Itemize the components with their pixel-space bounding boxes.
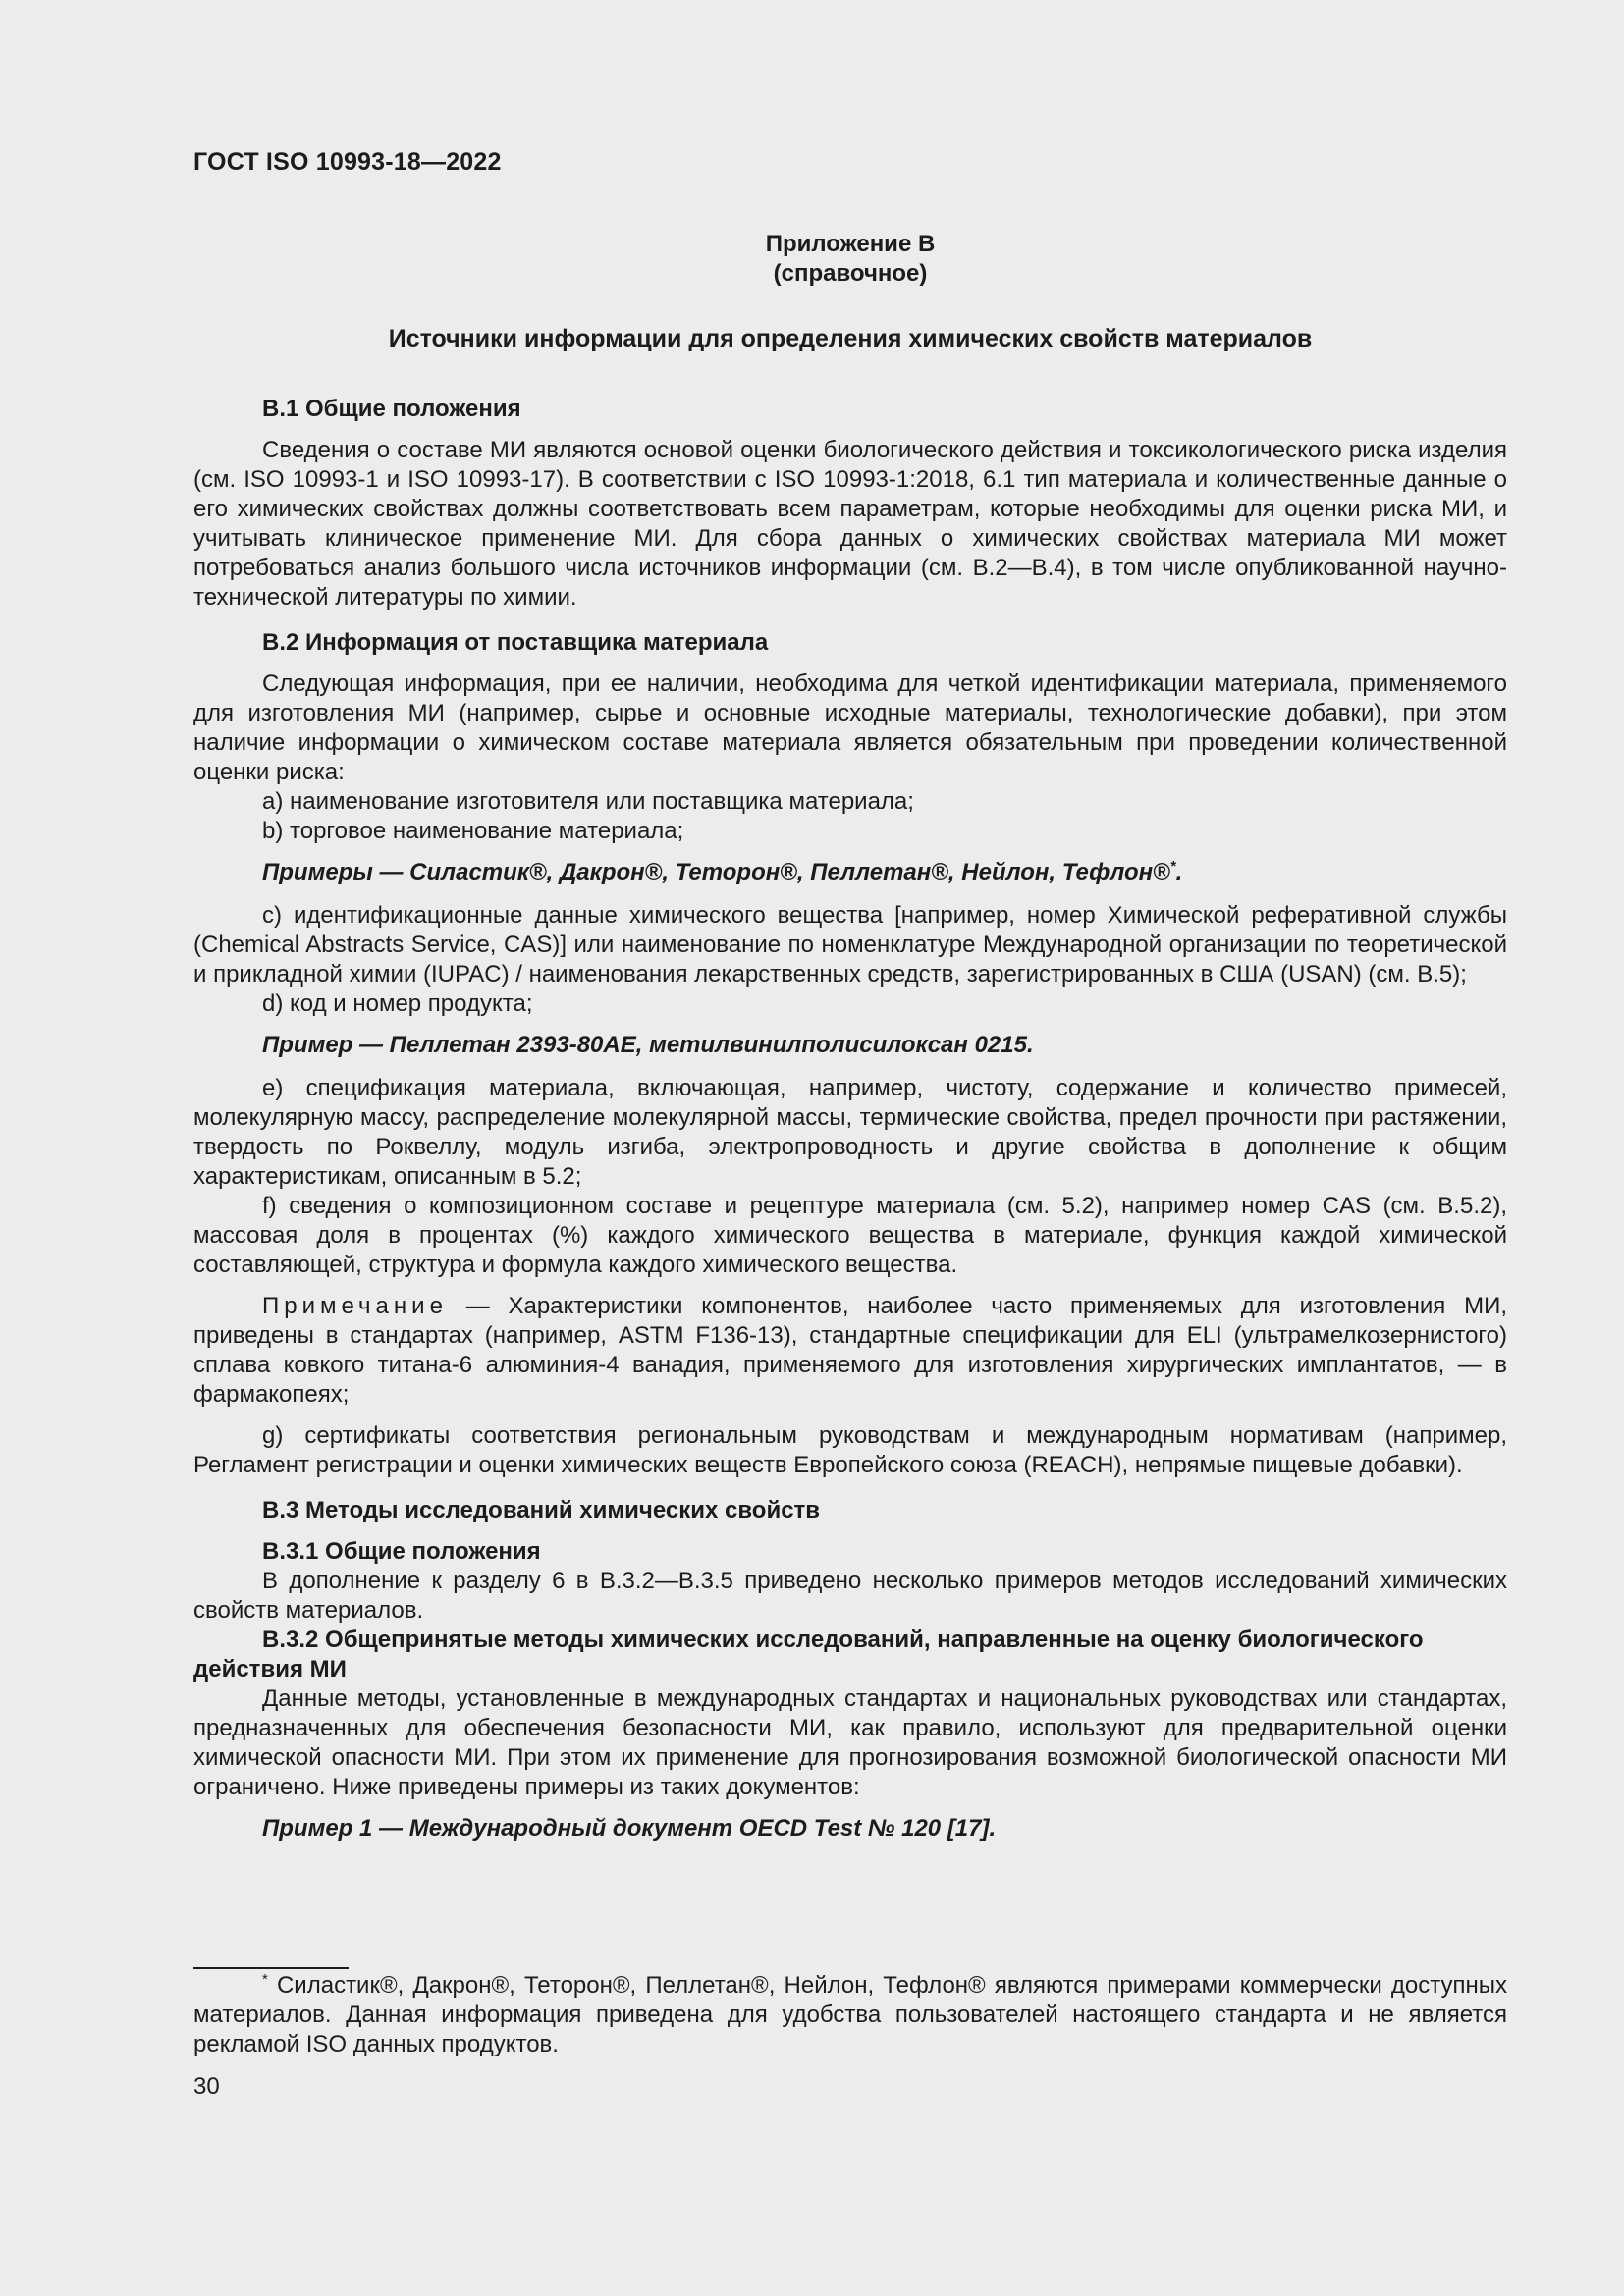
example-oecd: Пример 1 — Международный документ OECD Test № 120 [17].	[262, 1815, 997, 1842]
section-b32-text: Данные методы, установленные в международных стандартах и национальных руководствах или стандартах, предназначенных для обеспечения безопасности МИ, как правило, используют для предварительной оценки химической опасности МИ. При этом их применение для прогнозирования возможной биологической опасности МИ ограничено. Ниже приведены примеры из таких документов:	[193, 1685, 1507, 1800]
footnote-mark: *	[262, 1971, 268, 1988]
list-item-b: b) торговое наименование материала;	[262, 818, 684, 844]
standard-code: ГОСТ ISO 10993-18—2022	[193, 148, 502, 176]
annex-title: Источники информации для определения химических свойств материалов	[388, 325, 1313, 352]
section-b32-heading: В.3.2 Общепринятые методы химических исследований, направленные на оценку биологического действия МИ	[193, 1627, 1424, 1682]
list-item-d: d) код и номер продукта;	[262, 990, 533, 1017]
list-item-f: f) сведения о композиционном составе и рецептуре материала (см. 5.2), например номер CAS (см. В.5.2), массовая доля в процентах (%) каждого химического вещества в материале, функция каждой химической составляющей, структура и формула каждого химического вещества.	[193, 1193, 1507, 1278]
footnote-divider	[193, 1967, 349, 1969]
list-item-g: g) сертификаты соответствия региональным руководствам и международным нормативам (например, Регламент регистрации и оценки химических веществ Европейского союза (REACH), непрямые пищевые добавки).	[193, 1422, 1507, 1478]
example-trade-names	[193, 858, 1507, 887]
footnote-text	[193, 1971, 1507, 2059]
section-b2-intro: Следующая информация, при ее наличии, необходима для четкой идентификации материала, применяемого для изготовления МИ (например, сырье и основные исходные материалы, технологические добавки), при этом наличие информации о химическом составе материала является обязательным при проведении количественной оценки риска:	[193, 670, 1507, 785]
document-page	[193, 147, 1507, 1857]
footnote	[193, 1971, 1507, 2059]
example-trade-names-end: .	[1175, 859, 1183, 885]
note-label: Примечание	[262, 1293, 448, 1319]
annex-type: (справочное)	[773, 260, 928, 287]
footnote-body: Силастик®, Дакрон®, Теторон®, Пеллетан®, Нейлон, Тефлон® являются примерами коммерчески доступных материалов. Данная информация приведена для удобства пользователей настоящего стандарта и не является рекламой ISO данных продуктов.	[193, 1972, 1507, 2057]
example-product-code: Пример — Пеллетан 2393-80АЕ, метилвинилполисилоксан 0215.	[262, 1032, 1034, 1058]
section-b3-heading: В.3 Методы исследований химических свойств	[262, 1497, 821, 1523]
list-item-a: a) наименование изготовителя или поставщика материала;	[262, 788, 914, 815]
note-text: — Характеристики компонентов, наиболее часто применяемых для изготовления МИ, приведены в стандартах (например, ASTM F136-13), стандартные спецификации для ELI (ультрамелкозернистого) сплава ковкого титана-6 алюминия-4 ванадия, применяемого для изготовления хирургических имплантатов, — в фармакопеях;	[193, 1293, 1507, 1408]
section-b31-text: В дополнение к разделу 6 в В.3.2—В.3.5 приведено несколько примеров методов исследований химических свойств материалов.	[193, 1568, 1507, 1624]
list-item-e: e) спецификация материала, включающая, например, чистоту, содержание и количество примесей, молекулярную массу, распределение молекулярной массы, термические свойства, предел прочности при растяжении, твердость по Роквеллу, модуль изгиба, электропроводность и другие свойства в дополнение к общим характеристикам, описанным в 5.2;	[193, 1075, 1507, 1190]
example-trade-names-text: Примеры — Силастик®, Дакрон®, Теторон®, Пеллетан®, Нейлон, Тефлон®	[262, 859, 1170, 885]
section-b31-heading: В.3.1 Общие положения	[262, 1538, 541, 1565]
page-number: 30	[193, 2073, 220, 2100]
section-b1-text: Сведения о составе МИ являются основой оценки биологического действия и токсикологического риска изделия (см. ISO 10993-1 и ISO 10993-17). В соответствии с ISO 10993-1:2018, 6.1 тип материала и количественные данные о его химических свойствах должны соответствовать всем параметрам, которые необходимы для оценки риска МИ, и учитывать клиническое применение МИ. Для сбора данных о химических свойствах материала МИ может потребоваться анализ большого числа источников информации (см. В.2—В.4), в том числе опубликованной научно-технической литературы по химии.	[193, 437, 1507, 611]
note	[193, 1292, 1507, 1410]
section-b1-heading: В.1 Общие положения	[262, 396, 521, 422]
annex-label: Приложение В	[765, 231, 936, 257]
footnote-ref: *	[1169, 858, 1176, 875]
section-b2-heading: В.2 Информация от поставщика материала	[262, 629, 769, 656]
list-item-c: c) идентификационные данные химического вещества [например, номер Химической реферативной службы (Chemical Abstracts Service, CAS)] или наименование по номенклатуре Международной организации по теоретической и прикладной химии (IUPAC) / наименования лекарственных средств, зарегистрированных в США (USAN) (см. В.5);	[193, 902, 1507, 988]
